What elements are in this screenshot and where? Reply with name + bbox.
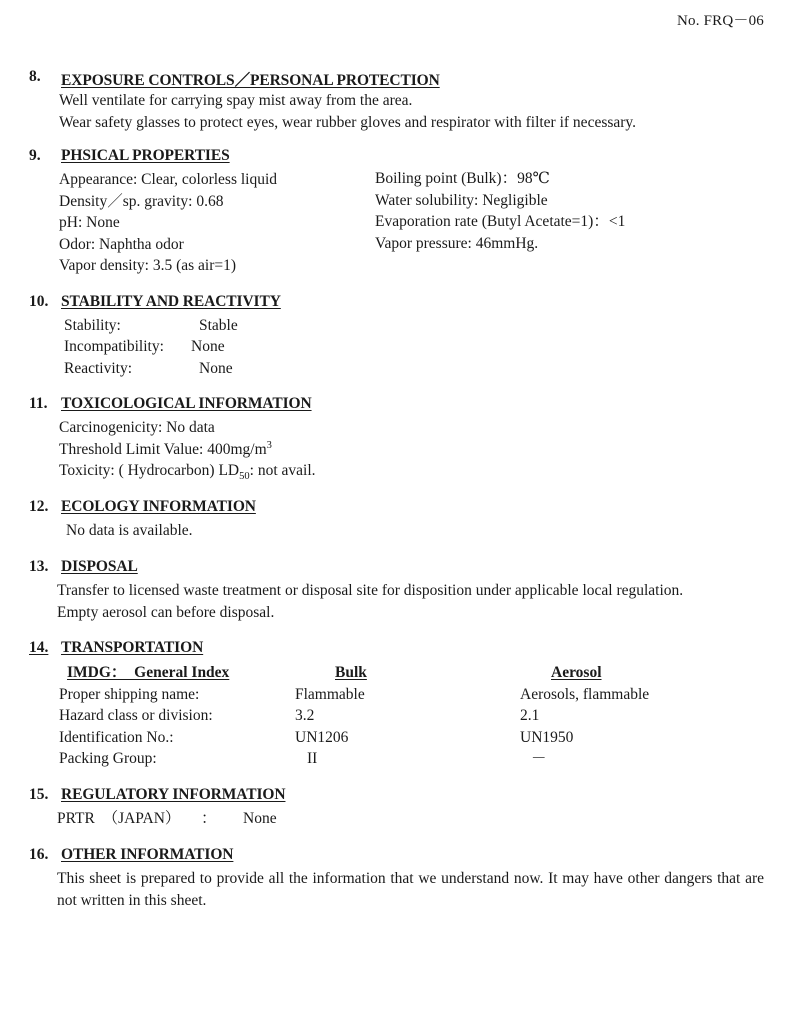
section-14-heading <box>0 639 800 660</box>
section-8-line-1: Well ventilate for carrying spay mist away from the area. <box>59 92 413 109</box>
section-8-number: 8. <box>29 68 41 85</box>
property-water-solubility: Water solubility: Negligible <box>375 191 548 209</box>
threshold-limit-value-line: Threshold Limit Value: $400mg/m^3$ <box>59 439 272 458</box>
stability-row <box>59 315 800 337</box>
carcinogenicity-line: Carcinogenicity: No data <box>59 419 215 436</box>
section-14-title: TRANSPORTATION <box>61 639 204 656</box>
section-11-number: 11. <box>29 395 48 412</box>
prtr-value: None <box>243 809 277 827</box>
section-15-title: REGULATORY INFORMATION <box>61 785 286 803</box>
column-header-imdg: IMDG： General Index <box>67 664 230 681</box>
section-8-heading <box>0 68 800 89</box>
section-8-line-2: Wear safety glasses to protect eyes, wear rubber gloves and respirator with filter if necessary. <box>59 113 637 131</box>
table-header-row <box>59 662 800 684</box>
section-11-body <box>0 416 800 482</box>
packing-group-aerosol: － <box>531 750 547 767</box>
section-12-title: ECOLOGY INFORMATION <box>61 497 256 515</box>
reactivity-row <box>59 358 800 380</box>
prtr-colon: ： <box>201 809 217 827</box>
disposal-line-2: Empty aerosol can before disposal. <box>57 603 275 621</box>
property-ph: pH: None <box>59 214 120 231</box>
section-9-heading <box>0 147 800 168</box>
section-14-number: 14. <box>29 639 49 656</box>
section-13-number: 13. <box>29 558 49 575</box>
section-9-body <box>0 168 800 277</box>
section-12-body <box>0 519 800 542</box>
section-8-body <box>0 89 800 133</box>
section-10-heading <box>0 293 800 314</box>
ld-fifty-subscript: 50 <box>239 471 250 483</box>
transportation-table <box>59 661 800 770</box>
proper-shipping-name-aerosol: Aerosols, flammable <box>520 685 650 703</box>
section-15-heading <box>0 786 800 807</box>
stability-label: Stability: <box>64 316 121 334</box>
section-10-number: 10. <box>29 292 49 310</box>
identification-no-bulk: UN1206 <box>295 728 349 746</box>
table-row <box>59 705 800 727</box>
section-15-body <box>0 807 800 830</box>
identification-no-aerosol: UN1950 <box>520 728 574 746</box>
section-12-heading <box>0 498 800 519</box>
hazard-class-bulk: 3.2 <box>295 707 315 724</box>
table-row <box>59 748 800 770</box>
incompatibility-row <box>59 336 800 358</box>
section-11-title: TOXICOLOGICAL INFORMATION <box>61 395 312 412</box>
prtr-row <box>57 808 800 830</box>
toxicity-line: Toxicity: ( Hydrocarbon) $LD_{50}$: not avail. <box>59 462 316 483</box>
packing-group-label: Packing Group: <box>59 750 157 767</box>
property-evaporation-rate: Evaporation rate (Butyl Acetate=1)：<1 <box>375 213 626 230</box>
property-odor: Odor: Naphtha odor <box>59 235 184 253</box>
table-row <box>59 684 800 706</box>
hazard-class-label: Hazard class or division: <box>59 707 213 724</box>
section-16-heading <box>0 846 800 867</box>
incompatibility-value: None <box>191 338 225 355</box>
section-15 <box>0 786 800 830</box>
section-12 <box>0 498 800 542</box>
section-9-number: 9. <box>29 147 41 164</box>
section-9 <box>0 147 800 277</box>
stability-value: Stable <box>199 316 238 334</box>
property-density: Density／sp. gravity: 0.68 <box>59 192 224 210</box>
section-10-body <box>0 314 800 380</box>
section-8 <box>0 68 800 133</box>
section-13 <box>0 558 800 623</box>
section-14-body <box>0 660 800 770</box>
column-header-aerosol: Aerosol <box>551 664 602 681</box>
proper-shipping-name-bulk: Flammable <box>295 685 365 703</box>
section-13-body <box>0 579 800 623</box>
property-vapor-density: Vapor density: 3.5 (as air=1) <box>59 257 237 274</box>
document-number: No. FRQ－06 <box>676 13 764 29</box>
proper-shipping-name-label: Proper shipping name: <box>59 685 200 703</box>
section-10 <box>0 293 800 380</box>
section-13-title: DISPOSAL <box>61 558 138 575</box>
identification-no-label: Identification No.: <box>59 728 174 746</box>
section-13-heading <box>0 558 800 579</box>
incompatibility-label: Incompatibility: <box>64 338 164 355</box>
property-boiling-point: Boiling point (Bulk)：98℃ <box>375 170 550 187</box>
section-8-title: EXPOSURE CONTROLS／PERSONAL PROTECTION <box>61 72 440 89</box>
disposal-line-1: Transfer to licensed waste treatment or disposal site for disposition under applicable local regulation. <box>57 582 684 599</box>
reactivity-label: Reactivity: <box>64 359 133 377</box>
section-12-number: 12. <box>29 497 49 515</box>
table-row <box>59 727 800 749</box>
section-15-number: 15. <box>29 785 49 803</box>
section-10-title: STABILITY AND REACTIVITY <box>61 292 281 310</box>
packing-group-bulk: II <box>307 750 318 767</box>
section-16-number: 16. <box>29 846 49 863</box>
section-9-title: PHSICAL PROPERTIES <box>61 147 230 164</box>
prtr-label: PRTR （JAPAN） <box>57 809 181 827</box>
section-14 <box>0 639 800 770</box>
column-header-bulk: Bulk <box>335 664 367 681</box>
ecology-no-data-line: No data is available. <box>66 521 193 539</box>
section-16-body <box>0 867 800 912</box>
cubic-meter-exponent: 3 <box>266 439 272 451</box>
physical-properties-right-column <box>375 168 625 254</box>
other-information-paragraph: This sheet is prepared to provide all the information that we understand now. It may have other dangers that are not written in this sheet. <box>57 870 764 909</box>
section-16 <box>0 846 800 912</box>
section-16-title: OTHER INFORMATION <box>61 846 234 863</box>
section-11-heading <box>0 395 800 416</box>
reactivity-value: None <box>199 359 233 377</box>
section-11 <box>0 395 800 482</box>
hazard-class-aerosol: 2.1 <box>520 707 540 724</box>
property-appearance: Appearance: Clear, colorless liquid <box>59 171 278 188</box>
document-content <box>0 68 800 926</box>
property-vapor-pressure: Vapor pressure: 46mmHg. <box>375 234 539 252</box>
